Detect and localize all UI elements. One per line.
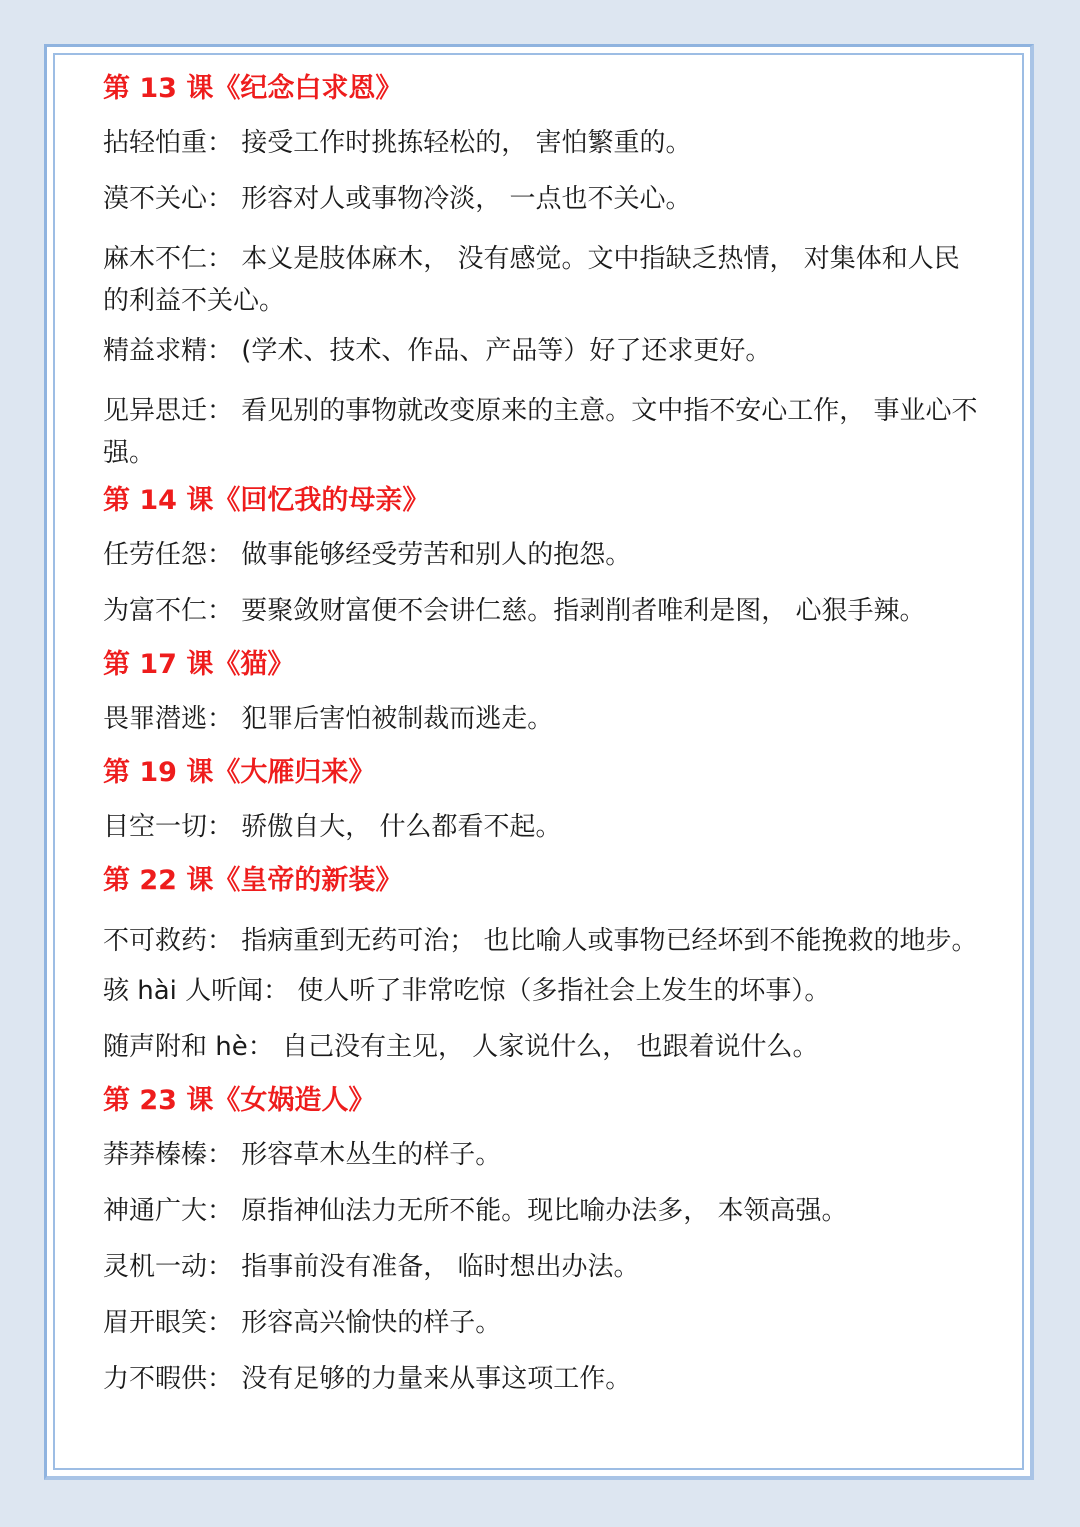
lesson-19-title: 第 19 课《大雁归来》: [103, 757, 376, 788]
vocab-entry: [103, 178, 983, 220]
vocab-entry: [103, 238, 983, 322]
vocab-term: 灵机一动：: [103, 1252, 234, 1282]
vocab-term: 拈轻怕重：: [103, 128, 234, 158]
vocab-entry: [103, 1190, 983, 1232]
lesson-22-title: 第 22 课《皇帝的新装》: [103, 865, 403, 896]
vocab-term: 畏罪潜逃：: [103, 704, 234, 734]
vocab-term: 骇 hài 人听闻：: [103, 976, 290, 1006]
vocab-definition: 看见别的事物就改变原来的主意。文中指不安心工作， 事业心不强。: [103, 396, 978, 468]
vocab-definition: 原指神仙法力无所不能。现比喻办法多， 本领高强。: [233, 1196, 848, 1226]
vocab-definition: 没有足够的力量来从事这项工作。: [233, 1364, 632, 1394]
vocab-definition: 犯罪后害怕被制裁而逃走。: [233, 704, 554, 734]
vocab-entry: [103, 698, 983, 740]
vocab-term: 眉开眼笑：: [103, 1308, 234, 1338]
vocab-term: 见异思迁：: [103, 396, 234, 426]
vocab-definition: 指病重到无药可治； 也比喻人或事物已经坏到不能挽救的地步。: [233, 926, 978, 956]
vocab-term: 目空一切：: [103, 812, 234, 842]
vocab-entry: [103, 122, 983, 164]
vocab-term: 漠不关心：: [103, 184, 234, 214]
vocab-entry: [103, 534, 983, 576]
vocab-entry: [103, 806, 983, 848]
vocab-term: 不可救药：: [103, 926, 234, 956]
lesson-14-title: 第 14 课《回忆我的母亲》: [103, 485, 430, 516]
vocab-entry: [103, 1134, 983, 1176]
vocab-entry: [103, 920, 983, 962]
vocab-definition: 使人听了非常吃惊（多指社会上发生的坏事）。: [289, 976, 831, 1006]
vocab-term: 随声附和 hè：: [103, 1032, 274, 1062]
vocab-definition: 骄傲自大， 什么都看不起。: [233, 812, 562, 842]
vocab-definition: 形容草木丛生的样子。: [233, 1140, 502, 1170]
vocab-entry: [103, 970, 983, 1012]
vocab-entry: [103, 1358, 983, 1400]
lesson-17-title: 第 17 课《猫》: [103, 649, 295, 680]
vocab-definition: (学术、技术、作品、产品等）好了还求更好。: [233, 336, 772, 366]
vocab-term: 精益求精：: [103, 336, 234, 366]
vocabulary-content: [103, 60, 983, 1400]
vocab-term: 神通广大：: [103, 1196, 234, 1226]
vocab-term: 任劳任怨：: [103, 540, 234, 570]
lesson-23-title: 第 23 课《女娲造人》: [103, 1085, 376, 1116]
vocab-entry: [103, 1302, 983, 1344]
vocab-entry: [103, 390, 983, 474]
vocab-entry: [103, 1246, 983, 1288]
vocab-definition: 本义是肢体麻木， 没有感觉。文中指缺乏热情， 对集体和人民的利益不关心。: [103, 244, 960, 316]
vocab-definition: 做事能够经受劳苦和别人的抱怨。: [233, 540, 632, 570]
vocab-definition: 形容对人或事物冷淡， 一点也不关心。: [233, 184, 692, 214]
vocab-term: 力不暇供：: [103, 1364, 234, 1394]
vocab-entry: [103, 330, 983, 372]
vocab-definition: 要聚敛财富便不会讲仁慈。指剥削者唯利是图， 心狠手辣。: [233, 596, 926, 626]
lesson-13-title: 第 13 课《纪念白求恩》: [103, 73, 403, 104]
vocab-entry: [103, 590, 983, 632]
vocab-entry: [103, 1026, 983, 1068]
vocab-term: 麻木不仁：: [103, 244, 234, 274]
vocab-definition: 接受工作时挑拣轻松的， 害怕繁重的。: [233, 128, 692, 158]
vocab-term: 为富不仁：: [103, 596, 234, 626]
vocab-definition: 自己没有主见， 人家说什么， 也跟着说什么。: [273, 1032, 819, 1062]
vocab-term: 莽莽榛榛：: [103, 1140, 234, 1170]
vocab-definition: 形容高兴愉快的样子。: [233, 1308, 502, 1338]
vocab-definition: 指事前没有准备， 临时想出办法。: [233, 1252, 640, 1282]
